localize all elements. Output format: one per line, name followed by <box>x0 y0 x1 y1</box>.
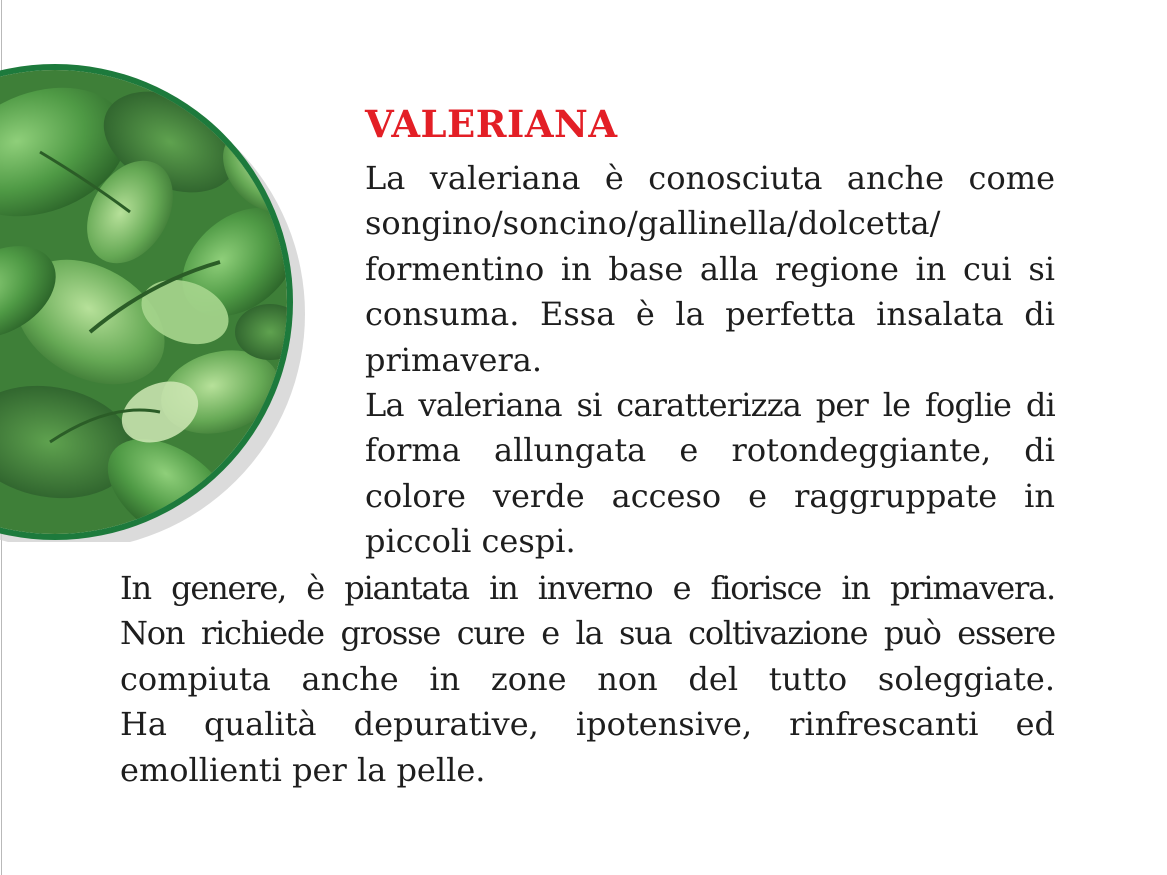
text-line: Ha qualità depurative, ipotensive, rinfrescanti ed <box>120 705 1055 744</box>
text-line: In genere, è piantata in inverno e fiorisce in primavera. <box>120 569 1055 607</box>
text-line: primavera. <box>365 340 542 379</box>
text-line: La valeriana si caratterizza per le foglie di <box>365 386 1055 425</box>
description-top <box>365 156 1055 565</box>
valeriana-photo <box>0 62 320 542</box>
text-line: Non richiede grosse cure e la sua coltivazione può essere <box>120 614 1055 653</box>
text-line: colore verde acceso e raggruppate in <box>365 476 1055 515</box>
text-line: consuma. Essa è la perfetta insalata di <box>365 295 1055 334</box>
page-title: VALERIANA <box>365 102 618 146</box>
text-line: piccoli cespi. <box>365 522 576 561</box>
text-line: La valeriana è conosciuta anche come <box>365 159 1055 197</box>
text-line: emollienti per la pelle. <box>120 750 486 789</box>
text-line: formentino in base alla regione in cui si <box>365 249 1055 288</box>
text-line: compiuta anche in zone non del tutto soleggiate. <box>120 659 1055 698</box>
description-bottom <box>120 566 1055 793</box>
text-line: songino/soncino/gallinella/dolcetta/ <box>365 204 941 243</box>
text-line: forma allungata e rotondeggiante, di <box>365 431 1055 470</box>
